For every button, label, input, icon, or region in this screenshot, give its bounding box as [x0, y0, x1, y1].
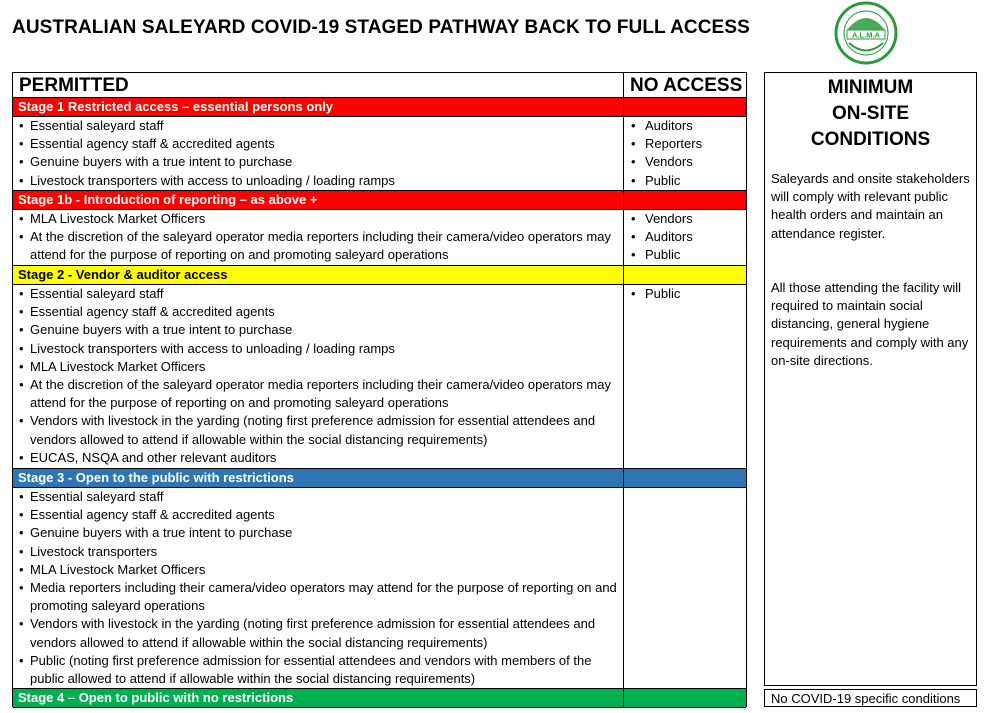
stage-1-label: Stage 1 Restricted access – essential persons only	[18, 99, 334, 114]
list-item: • Genuine buyers with a true intent to purchase	[18, 524, 618, 542]
stage-1-band	[13, 97, 746, 117]
list-item: • Genuine buyers with a true intent to purchase	[18, 153, 618, 171]
stage-4-label: Stage 4 – Open to public with no restrictions	[18, 690, 294, 705]
list-item: • Public (noting first preference admission for essential attendees and vendors with members of the public allowed to attend if allowable within the social distancing requirements)	[18, 652, 618, 688]
list-item: • Essential agency staff & accredited agents	[18, 135, 618, 153]
stage-2-band	[13, 265, 746, 285]
stage-3-label: Stage 3 - Open to the public with restrictions	[18, 470, 294, 485]
stage-4-conditions: No COVID-19 specific conditions	[764, 689, 977, 707]
list-item: • Vendors	[629, 153, 744, 171]
stage-1-permitted-list	[18, 117, 618, 190]
side-paragraph-1: Saleyards and onsite stakeholders will comply with relevant public health orders and maintain an attendance register.	[771, 171, 970, 241]
list-item: • Livestock transporters	[18, 543, 618, 561]
pathway-table	[12, 72, 747, 707]
list-item: • Livestock transporters with access to unloading / loading ramps	[18, 340, 618, 358]
list-item: • Vendors with livestock in the yarding (noting first preference admission for essential attendees and vendors allowed to attend if allowable within the social distancing requirements)	[18, 615, 618, 651]
stage-2-permitted-list	[18, 285, 618, 467]
list-item: • Essential agency staff & accredited agents	[18, 303, 618, 321]
list-item: • Essential saleyard staff	[18, 488, 618, 506]
list-item: • Media reporters including their camera/video operators may attend for the purpose of reporting on and promoting saleyard operations	[18, 579, 618, 615]
list-item: • MLA Livestock Market Officers	[18, 561, 618, 579]
list-item: • Reporters	[629, 135, 744, 153]
list-item: • MLA Livestock Market Officers	[18, 358, 618, 376]
stage-1b-permitted-list	[18, 210, 618, 265]
list-item: • Vendors	[629, 210, 744, 228]
svg-text:A.L.M.A: A.L.M.A	[852, 30, 880, 40]
permitted-header: PERMITTED	[19, 75, 129, 96]
page-title: AUSTRALIAN SALEYARD COVID-19 STAGED PATHWAY BACK TO FULL ACCESS	[12, 17, 750, 38]
list-item: • Public	[629, 285, 744, 303]
list-item: • Essential saleyard staff	[18, 285, 618, 303]
list-item: • Essential saleyard staff	[18, 117, 618, 135]
stage-3-permitted-list	[18, 488, 618, 688]
list-item: • MLA Livestock Market Officers	[18, 210, 618, 228]
list-item: • Genuine buyers with a true intent to purchase	[18, 321, 618, 339]
side-paragraph-2: All those attending the facility will required to maintain social distancing, general hygiene requirements and comply with any on-site directions.	[771, 280, 969, 368]
stage-3-band	[13, 468, 746, 488]
list-item: • Auditors	[629, 117, 744, 135]
stage-1-no-access-list	[629, 117, 744, 190]
stage-1b-no-access-list	[629, 210, 744, 265]
stage-4-band	[13, 688, 746, 708]
no-access-header: NO ACCESS	[630, 75, 743, 96]
list-item: • At the discretion of the saleyard operator media reporters including their camera/video operators may attend for the purpose of reporting on and promoting saleyard operations	[18, 228, 618, 264]
alma-logo	[833, 0, 899, 66]
list-item: • Livestock transporters with access to unloading / loading ramps	[18, 172, 618, 190]
side-title: MINIMUM ON-SITE CONDITIONS	[810, 77, 931, 150]
minimum-conditions-panel	[764, 72, 977, 686]
list-item: • At the discretion of the saleyard operator media reporters including their camera/video operators may attend for the purpose of reporting on and promoting saleyard operations	[18, 376, 618, 412]
list-item: • Essential agency staff & accredited agents	[18, 506, 618, 524]
stage-1b-label: Stage 1b - Introduction of reporting – as above +	[18, 192, 318, 207]
stage-2-no-access-list	[629, 285, 744, 303]
stage-2-label: Stage 2 - Vendor & auditor access	[18, 267, 228, 282]
list-item: • Auditors	[629, 228, 744, 246]
stage-1b-band	[13, 190, 746, 210]
list-item: • Public	[629, 246, 744, 264]
list-item: • Vendors with livestock in the yarding (noting first preference admission for essential attendees and vendors allowed to attend if allowable within the social distancing requirements)	[18, 412, 618, 448]
list-item: • Public	[629, 172, 744, 190]
list-item: • EUCAS, NSQA and other relevant auditors	[18, 449, 618, 467]
